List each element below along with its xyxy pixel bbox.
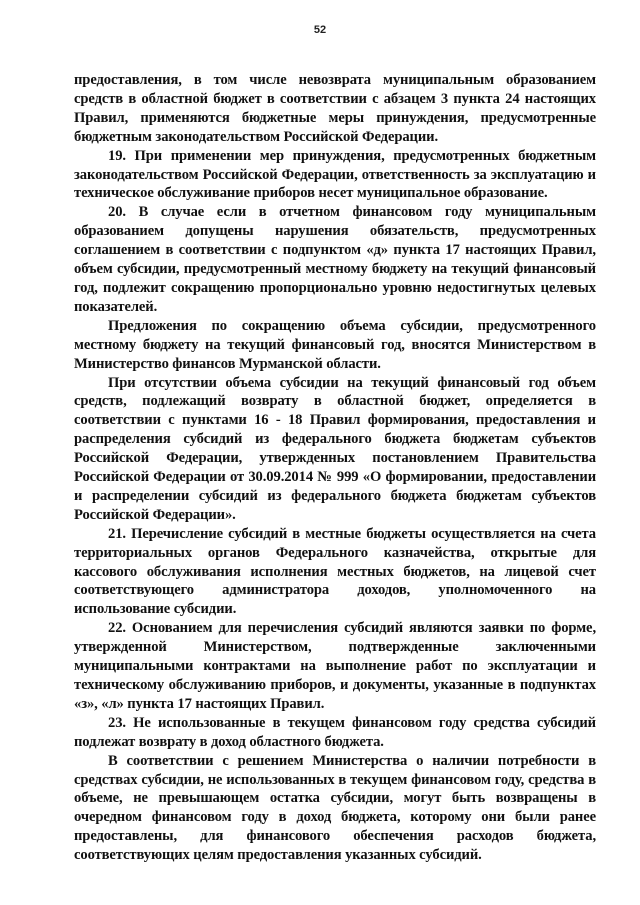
document-body [74, 71, 596, 865]
paragraph-23-return: В соответствии с решением Министерства о наличии потребности в средствах субсидии, не использованных в текущем финансовом году, средства в объеме, не превышающем остатка субсидии, могут быть возвращены в очередном финансовом году в доход бюджета, которому они были ранее предоставлены, для финансового обеспечения расходов бюджета, соответствующих целям предоставления указанных субсидий. [74, 752, 596, 864]
paragraph-20-proposals: Предложения по сокращению объема субсидии, предусмотренного местному бюджету на текущий финансовый год, вносятся Министерством в Министерство финансов Мурманской области. [74, 317, 596, 372]
paragraph-23: 23. Не использованные в текущем финансовом году средства субсидий подлежат возврату в доход областного бюджета. [74, 714, 596, 750]
paragraph-21: 21. Перечисление субсидий в местные бюджеты осуществляется на счета территориальных органов Федерального казначейства, открытые для кассового обслуживания исполнения местных бюджетов, на лицевой счет соответствующего администратора доходов, уполномоченного на использование субсидии. [74, 525, 596, 618]
page-number: 52 [313, 24, 327, 36]
paragraph-22: 22. Основанием для перечисления субсидий являются заявки по форме, утвержденной Министерством, подтвержденные заключенными муниципальными контрактами на выполнение работ по эксплуатации и техническому обслуживанию приборов, и документы, указанные в подпунктах «з», «л» пункта 17 настоящих Правил. [74, 620, 596, 712]
paragraph-20: 20. В случае если в отчетном финансовом году муниципальным образованием допущены нарушения обязательств, предусмотренных соглашением в соответствии с подпунктом «д» пункта 17 настоящих Правил, объем субсидии, предусмотренный местному бюджету на текущий финансовый год, подлежит сокращению пропорционально уровню недостигнутых целевых показателей. [74, 204, 596, 315]
paragraph-20-absence: При отсутствии объема субсидии на текущий финансовый год объем средств, подлежащий возврату в областной бюджет, определяется в соответствии с пунктами 16 - 18 Правил формирования, предоставления и распределения субсидий из федерального бюджета бюджетам субъектов Российской Федерации, утвержденных постановлением Правительства Российской Федерации от 30.09.2014 № 999 «О формировании, предоставлении и распределении субсидий из федерального бюджета бюджетам субъектов Российской Федерации». [74, 374, 596, 523]
paragraph-continuation: предоставления, в том числе невозврата муниципальным образованием средств в областной бюджет в соответствии с абзацем 3 пункта 24 настоящих Правил, применяются бюджетные меры принуждения, предусмотренные бюджетным законодательством Российской Федерации. [74, 72, 596, 145]
paragraph-19: 19. При применении мер принуждения, предусмотренных бюджетным законодательством Российской Федерации, ответственность за эксплуатацию и техническое обслуживание приборов несет муниципальное образование. [74, 147, 596, 202]
